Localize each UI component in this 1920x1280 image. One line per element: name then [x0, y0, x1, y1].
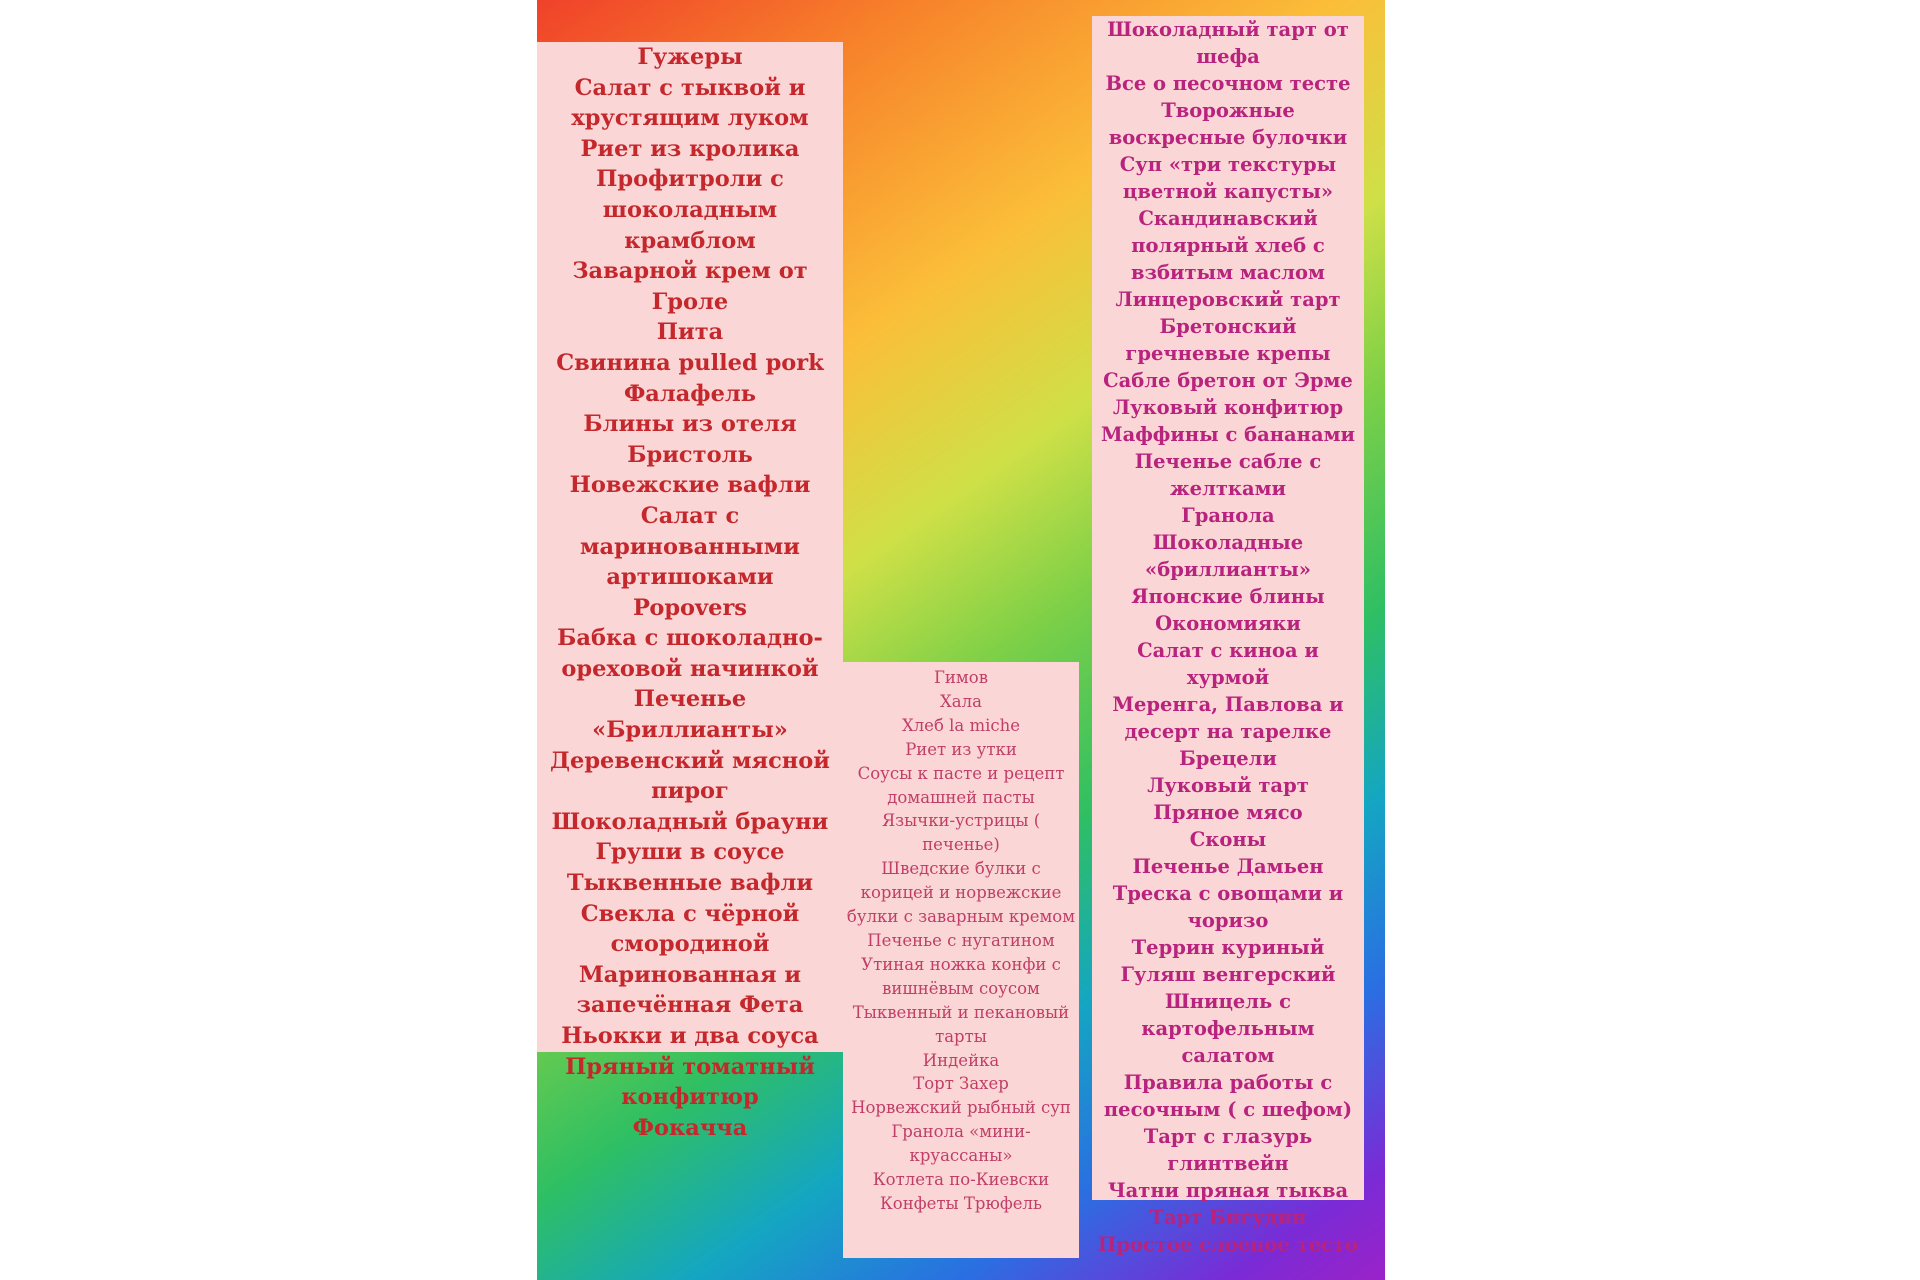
recipe-item: Правила работы с песочным ( с шефом)	[1103, 1071, 1353, 1121]
recipe-item: Торт Захер	[913, 1074, 1009, 1094]
recipe-item: Пита	[656, 319, 724, 346]
recipe-item: Шоколадный брауни	[551, 808, 829, 835]
recipe-item: Соусы к пасте и рецепт домашней пасты	[857, 763, 1065, 807]
story-image	[537, 0, 1385, 1280]
recipe-item: Простое слоеное тесто	[1097, 1233, 1359, 1256]
recipe-item: Скандинавский полярный хлеб с взбитым маслом	[1131, 207, 1325, 284]
recipe-item: Луковый тарт	[1147, 774, 1309, 797]
recipe-item: Пряный томатный конфитюр	[565, 1053, 815, 1111]
recipe-item: Салат с тыквой и хрустящим луком	[571, 74, 809, 132]
recipe-item: Шоколадный тарт от шефа	[1107, 18, 1349, 68]
recipe-list-left	[537, 42, 843, 1141]
recipe-item: Норвежский рыбный суп	[851, 1098, 1071, 1118]
recipe-list-right	[1092, 16, 1364, 1256]
recipe-item: Риет из утки	[905, 739, 1017, 759]
recipe-item: Свекла с чёрной смородиной	[580, 900, 800, 958]
recipe-item: Груши в соусе	[595, 839, 785, 866]
recipe-item: Popovers	[633, 594, 747, 621]
recipe-item: Чатни пряная тыква	[1107, 1179, 1349, 1202]
recipe-item: Террин куриный	[1131, 936, 1325, 959]
recipe-item: Хлеб la miche	[901, 715, 1021, 735]
recipe-item: Салат с маринованными артишоками	[580, 502, 800, 591]
recipe-item: Все о песочном тесте	[1105, 72, 1351, 95]
recipe-item: Брецели	[1179, 747, 1277, 770]
recipe-item: Маффины с бананами	[1101, 423, 1355, 446]
recipe-item: Язычки-устрицы ( печенье)	[881, 811, 1041, 855]
recipe-item: Заварной крем от Гроле	[572, 258, 808, 315]
recipe-item: Маринованная и запечённая Фета	[576, 961, 804, 1019]
recipe-item: Тарт Бигудин	[1149, 1206, 1307, 1229]
recipe-item: Новежские вафли	[569, 472, 811, 499]
recipe-item: Блины из отеля Бристоль	[583, 411, 797, 468]
recipe-item: Свинина pulled pork	[556, 349, 824, 376]
recipe-item: Конфеты Трюфель	[880, 1193, 1042, 1213]
recipe-item: Бретонский гречневые крепы	[1125, 315, 1331, 365]
recipe-item: Деревенский мясной пирог	[550, 747, 830, 805]
recipe-item: Суп «три текстуры цветной капусты»	[1119, 153, 1337, 203]
recipe-item: Тыквенные вафли	[566, 870, 814, 897]
recipe-item: Луковый конфитюр	[1112, 396, 1344, 419]
recipe-item: Печенье Дамьен	[1132, 855, 1324, 878]
recipe-item: Линцеровский тарт	[1115, 288, 1341, 311]
recipe-item: Меренга, Павлова и десерт на тарелке	[1112, 693, 1344, 743]
recipe-item: Хала	[940, 691, 982, 711]
recipe-item: Тарт с глазурь глинтвейн	[1143, 1125, 1313, 1175]
recipe-item: Гимов	[934, 668, 988, 687]
recipe-item: Фалафель	[623, 380, 757, 407]
recipe-item: Риет из кролика	[580, 135, 800, 162]
recipe-item: Гранола	[1181, 504, 1275, 527]
recipe-item: Фокачча	[632, 1114, 748, 1141]
recipe-item: Печенье с нугатином	[867, 930, 1055, 950]
recipe-item: Салат с киноа и хурмой	[1137, 639, 1319, 689]
recipe-item: Сконы	[1189, 828, 1267, 851]
recipe-item: Гранола «мини-круассаны»	[891, 1122, 1031, 1166]
recipe-item: Печенье «Бриллианты»	[592, 686, 788, 744]
recipe-item: Шведские булки с корицей и норвежские булки с заварным кремом	[846, 859, 1076, 927]
recipe-item: Ньокки и два соуса	[561, 1023, 819, 1049]
recipe-item: Творожные воскресные булочки	[1108, 99, 1348, 149]
recipe-item: Треска с овощами и чоризо	[1112, 882, 1344, 932]
recipe-item: Пряное мясо	[1153, 801, 1303, 824]
recipe-item: Печенье сабле с желтками	[1134, 450, 1322, 500]
recipe-item: Японские блины	[1131, 585, 1325, 608]
recipe-item: Окономияки	[1155, 612, 1301, 635]
recipe-item: Шницель с картофельным салатом	[1141, 990, 1315, 1067]
recipe-list-middle	[843, 662, 1079, 1258]
recipe-item: Сабле бретон от Эрме	[1103, 369, 1353, 392]
recipe-item: Индейка	[922, 1050, 1000, 1070]
recipe-item: Котлета по-Киевски	[872, 1170, 1050, 1190]
recipe-item: Бабка с шоколадно-ореховой начинкой	[557, 625, 823, 682]
recipe-item: Гуляш венгерский	[1120, 963, 1336, 986]
recipe-item: Профитроли с шоколадным крамблом	[596, 166, 784, 254]
recipe-item: Шоколадные «бриллианты»	[1145, 531, 1311, 581]
recipe-item: Гужеры	[637, 44, 743, 70]
recipe-item: Утиная ножка конфи с вишнёвым соусом	[861, 954, 1061, 998]
recipe-item: Тыквенный и пекановый тарты	[852, 1002, 1070, 1046]
